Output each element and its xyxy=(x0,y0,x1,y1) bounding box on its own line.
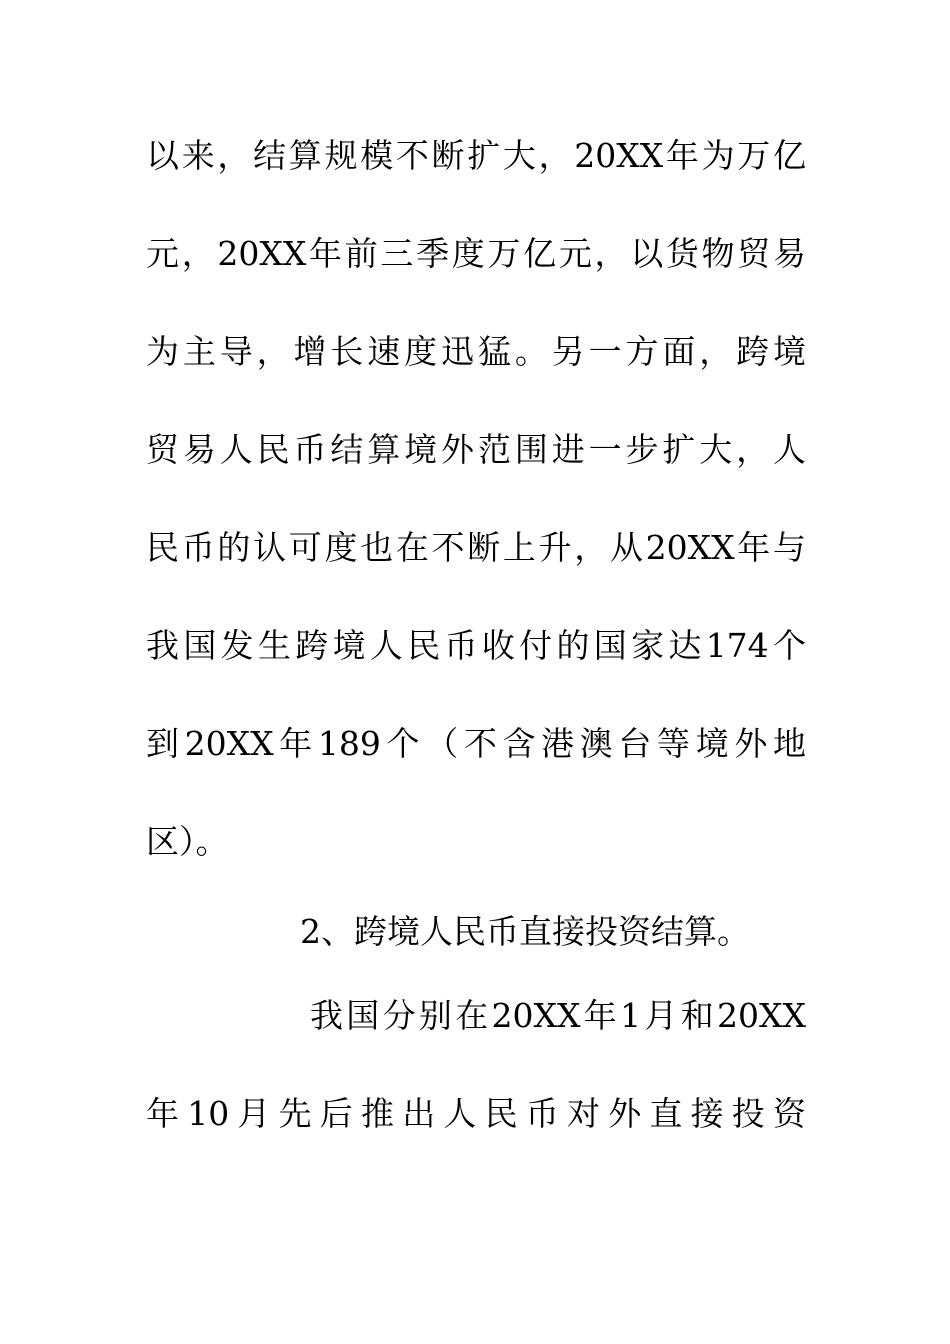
body-text-line-8: 区）。 xyxy=(146,822,229,861)
body-text-line-4: 贸易人民币结算境外范围进一步扩大，人 xyxy=(146,430,806,469)
body-text-line-3: 为主导，增长速度迅猛。另一方面，跨境 xyxy=(146,332,806,371)
body-text-line-1: 以来，结算规模不断扩大，20XX年为万亿 xyxy=(146,136,806,175)
paragraph-2-line-1: 我国分别在20XX年1月和20XX xyxy=(310,996,806,1035)
body-text-line-6: 我国发生跨境人民币收付的国家达174个 xyxy=(146,626,806,665)
paragraph-2-line-2: 年10月先后推出人民币对外直接投资 xyxy=(146,1094,806,1133)
section-heading: 2、跨境人民币直接投资结算。 xyxy=(300,912,750,951)
body-text-line-2: 元，20XX年前三季度万亿元，以货物贸易 xyxy=(146,234,806,273)
body-text-line-7: 到20XX年189个（不含港澳台等境外地 xyxy=(146,724,806,763)
body-text-line-5: 民币的认可度也在不断上升，从20XX年与 xyxy=(146,528,806,567)
